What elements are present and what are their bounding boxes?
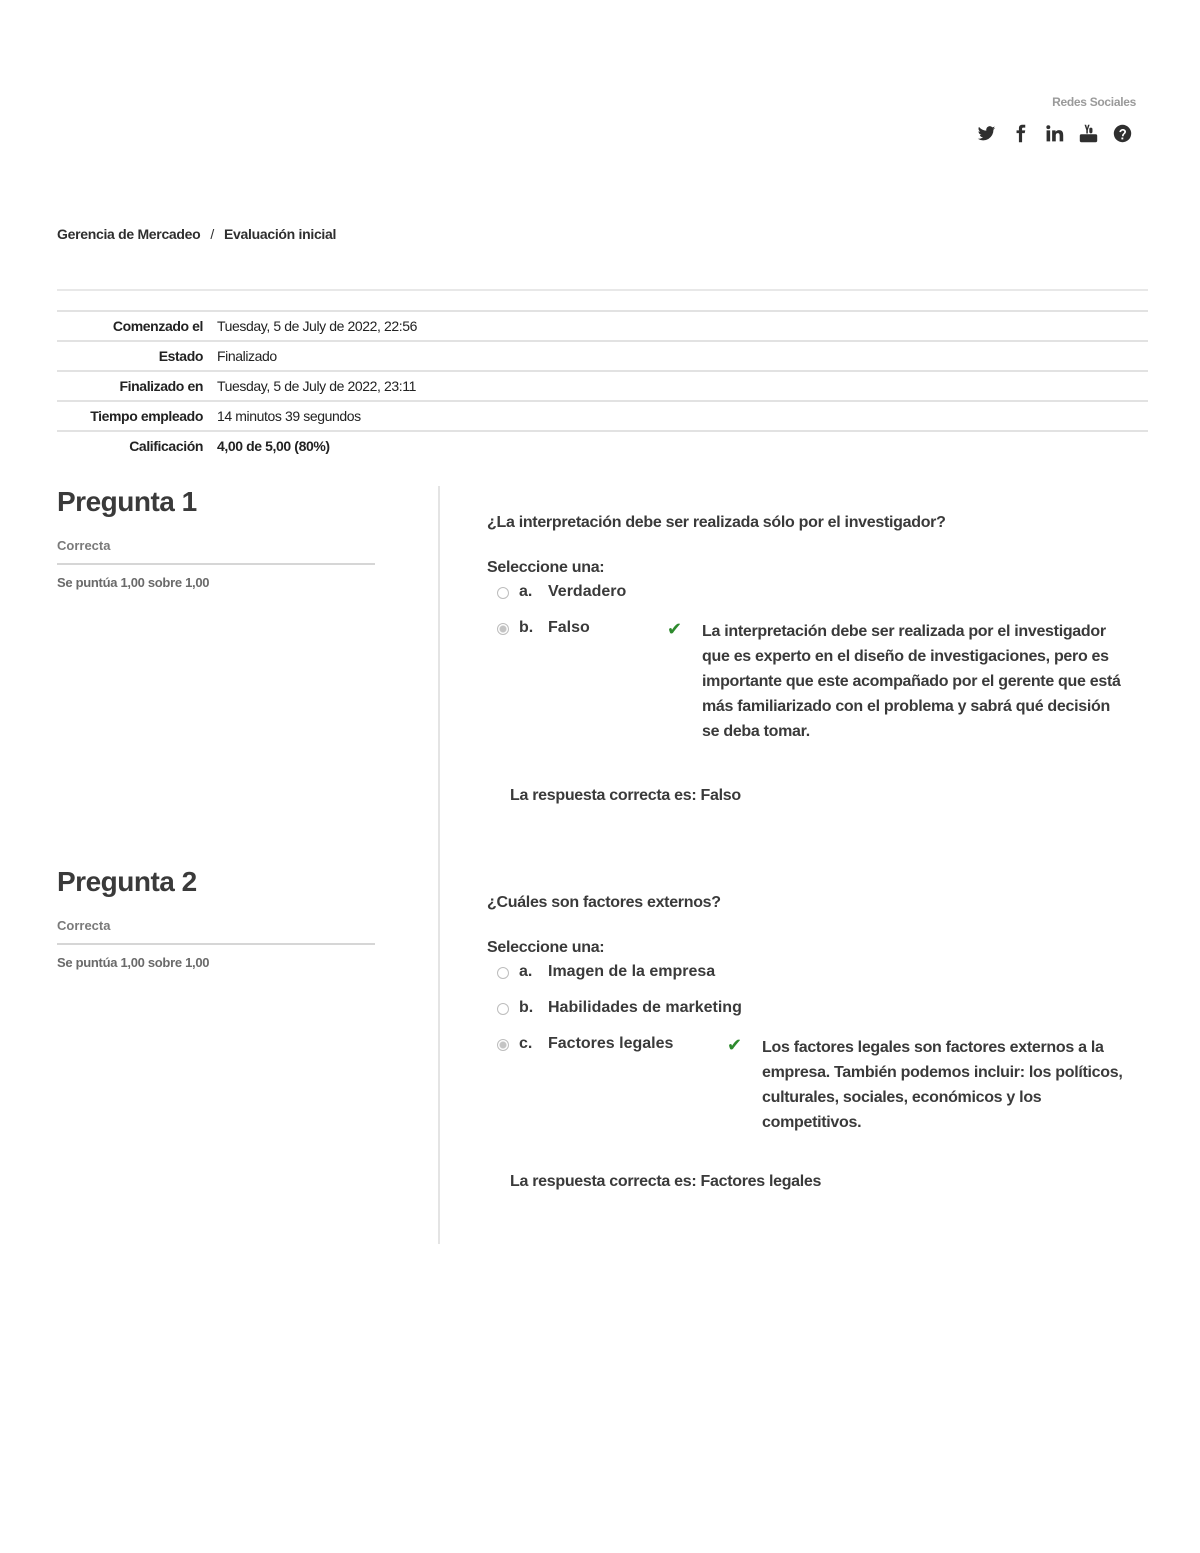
summary-value: 4,00 de 5,00 (80%): [217, 438, 330, 454]
question-state: Correcta: [57, 918, 375, 945]
radio-button-checked[interactable]: [497, 623, 509, 635]
question-state: Correcta: [57, 538, 375, 565]
summary-label: Tiempo empleado: [90, 408, 203, 424]
question-1: [0, 486, 1200, 866]
summary-label: Estado: [158, 348, 203, 364]
summary-label: Finalizado en: [119, 378, 203, 394]
breadcrumb-course-link[interactable]: Gerencia de Mercadeo: [57, 226, 201, 242]
question-content: [438, 486, 1150, 866]
summary-row-time: [57, 401, 1148, 431]
check-icon: ✔: [667, 619, 683, 639]
check-icon: ✔: [727, 1035, 743, 1055]
youtube-icon[interactable]: [1078, 122, 1098, 144]
answer-label: Habilidades de marketing: [548, 999, 742, 1016]
radio-button-checked[interactable]: [497, 1039, 509, 1051]
radio-button[interactable]: [497, 967, 509, 979]
answer-option[interactable]: [497, 963, 1150, 987]
answer-feedback: Los factores legales son factores externos a la empresa. También podemos incluir: los políticos, culturales, sociales, económicos y los competitivos.: [762, 1039, 1123, 1131]
answer-letter: b.: [519, 619, 534, 636]
answer-letter: a.: [519, 963, 533, 980]
answer-letter: a.: [519, 583, 533, 600]
answer-letter: b.: [519, 999, 534, 1016]
question-title: Pregunta 2: [57, 866, 197, 897]
question-info: [57, 486, 375, 590]
question-info: [57, 866, 375, 970]
question-text: ¿Cuáles son factores externos?: [487, 894, 721, 911]
answer-label: Factores legales: [548, 1035, 674, 1052]
summary-row-finished: [57, 371, 1148, 401]
question-grade: Se puntúa 1,00 sobre 1,00: [57, 575, 210, 590]
answer-list: [497, 963, 1150, 1145]
linkedin-icon[interactable]: [1044, 122, 1064, 144]
answer-prompt: Seleccione una:: [487, 559, 605, 576]
social-icons: [976, 122, 1132, 144]
answer-label: Imagen de la empresa: [548, 963, 716, 980]
answer-label: Falso: [548, 619, 590, 636]
summary-label: Comenzado el: [112, 318, 203, 334]
answer-option[interactable]: [497, 583, 1150, 607]
answer-option-selected[interactable]: [497, 619, 1150, 759]
attempt-summary: [57, 289, 1148, 460]
radio-button[interactable]: [497, 1003, 509, 1015]
question-grade: Se puntúa 1,00 sobre 1,00: [57, 955, 210, 970]
answer-letter: c.: [519, 1035, 533, 1052]
summary-value: Tuesday, 5 de July de 2022, 23:11: [217, 378, 417, 394]
breadcrumb-separator: /: [210, 226, 214, 242]
question-2: [0, 866, 1200, 1244]
answer-prompt: Seleccione una:: [487, 939, 605, 956]
summary-value: Finalizado: [217, 348, 277, 364]
radio-button[interactable]: [497, 587, 509, 599]
breadcrumb-page-link[interactable]: Evaluación inicial: [224, 226, 337, 242]
question-title: Pregunta 1: [57, 486, 197, 517]
summary-divider: [57, 289, 1148, 310]
facebook-icon[interactable]: [1010, 122, 1030, 144]
correct-answer-text: La respuesta correcta es: Falso: [510, 787, 741, 804]
answer-feedback: La interpretación debe ser realizada por el investigador que es experto en el diseño de investigaciones, pero es importante que este acompañado por el gerente que está más familiarizado con el problema y sabrá qué decisión se deba tomar.: [702, 623, 1121, 740]
answer-option[interactable]: [497, 999, 1150, 1023]
breadcrumb: [57, 226, 336, 242]
answer-option-selected[interactable]: [497, 1035, 1150, 1145]
question-text: ¿La interpretación debe ser realizada sólo por el investigador?: [487, 514, 946, 531]
summary-row-state: [57, 341, 1148, 371]
summary-value: 14 minutos 39 segundos: [217, 408, 361, 424]
summary-label: Calificación: [129, 438, 203, 454]
correct-answer-text: La respuesta correcta es: Factores legales: [510, 1173, 822, 1190]
answer-list: [497, 583, 1150, 759]
question-content: [438, 866, 1150, 1244]
answer-label: Verdadero: [548, 583, 627, 600]
twitter-icon[interactable]: [976, 122, 996, 144]
summary-table: [57, 310, 1148, 460]
summary-value: Tuesday, 5 de July de 2022, 22:56: [217, 318, 418, 334]
social-title: Redes Sociales: [1052, 95, 1136, 109]
summary-row-grade: [57, 431, 1148, 460]
summary-row-started: [57, 311, 1148, 341]
globe-icon[interactable]: [1112, 122, 1132, 144]
